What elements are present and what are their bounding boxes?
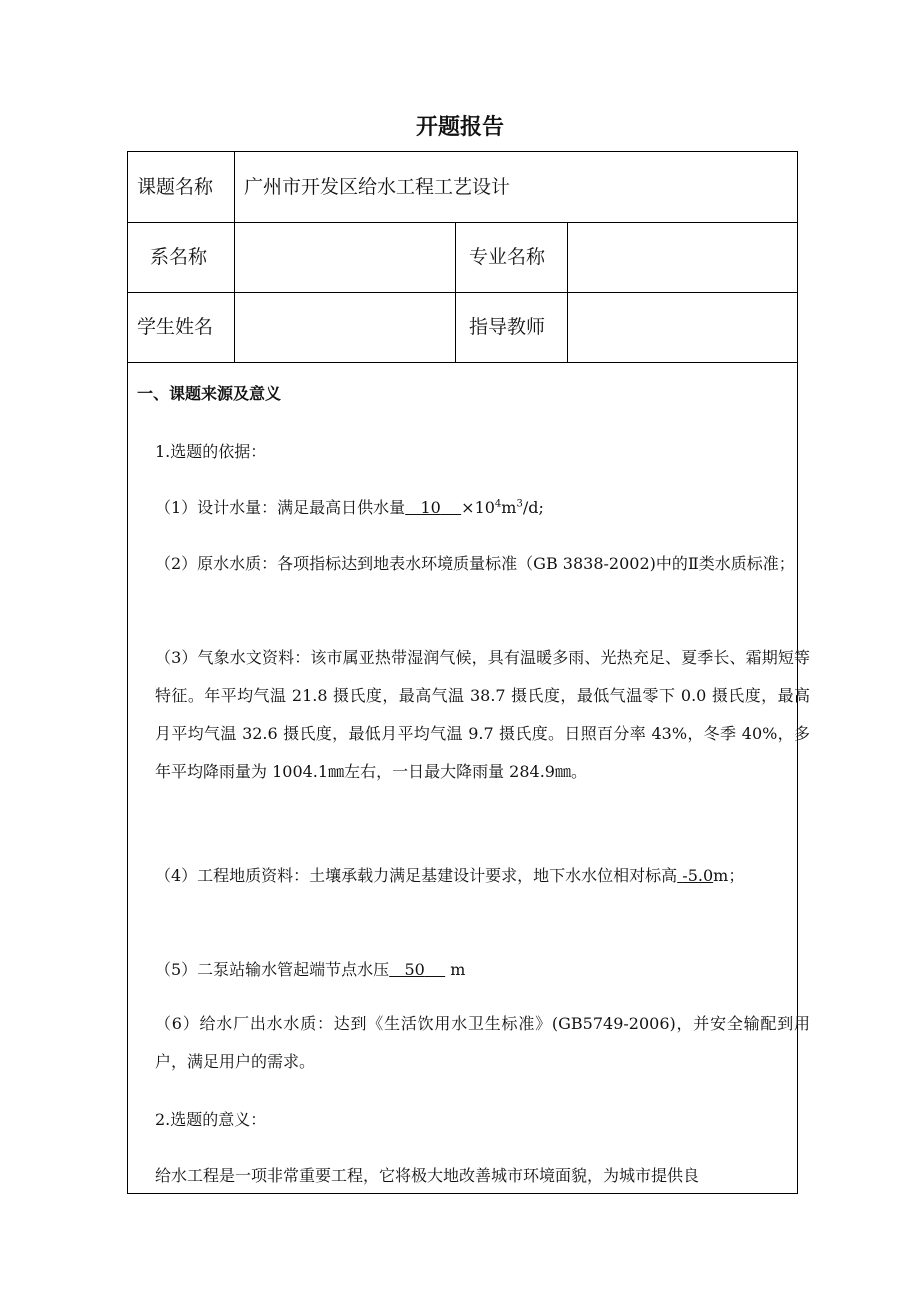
row-divider — [128, 362, 797, 363]
column-divider — [567, 222, 568, 362]
label-advisor: 指导教师 — [469, 316, 546, 338]
label-topic: 课题名称 — [137, 176, 214, 198]
label-department: 系名称 — [150, 246, 208, 268]
item5-value: 50 — [404, 960, 425, 979]
item-raw-water-quality: （2）原水水质：各项指标达到地表水环境质量标准（GB 3838-2002)中的Ⅱ类水质标准； — [155, 554, 795, 573]
item5-text: （5）二泵站输水管起端节点水压 — [155, 960, 390, 979]
item1-value: 10 — [420, 498, 441, 517]
item4-text: （4）工程地质资料：土壤承载力满足基建设计要求，地下水水位相对标高 — [155, 866, 678, 885]
item5-unit: m — [450, 960, 466, 979]
item1-unit: $\times 10^4m^3/d$; — [461, 498, 544, 517]
item4-value: -5.0 — [682, 866, 714, 885]
item-pump-pressure — [137, 951, 810, 989]
item-geology — [137, 857, 810, 895]
column-divider — [455, 222, 456, 362]
item-climate-hydrology: （3）气象水文资料：该市属亚热带湿润气候，具有温暖多雨、光热充足、夏季长、霜期短等特征。年平均气温 21.8 摄氏度，最高气温 38.7 摄氏度，最低气温零下 0.0 摄氏度，最高月平均气温 32.6 摄氏度，最低月平均气温 9.7 摄氏度。日照百分率 43%，冬季 40%，多年平均降雨量为 1004.1㎜左右，一日最大降雨量 284.9㎜。 — [155, 648, 810, 781]
basis-title: 1.选题的依据： — [155, 442, 267, 461]
item1-text: （1）设计水量：满足最高日供水量 — [155, 498, 406, 517]
label-student: 学生姓名 — [137, 316, 214, 338]
row-divider — [128, 292, 797, 293]
value-topic: 广州市开发区给水工程工艺设计 — [244, 176, 511, 198]
proposal-form — [127, 151, 810, 1194]
section-heading: 一、课题来源及意义 — [137, 384, 282, 403]
item-effluent-quality: （6）给水厂出水水质：达到《生活饮用水卫生标准》(GB5749-2006)，并安全输配到用户，满足用户的需求。 — [155, 1014, 810, 1071]
column-divider — [234, 152, 235, 362]
meaning-title: 2.选题的意义： — [155, 1110, 267, 1129]
item4-unit: m； — [713, 866, 745, 885]
meaning-text: 给水工程是一项非常重要工程，它将极大地改善城市环境面貌，为城市提供良 — [155, 1166, 700, 1185]
label-major: 专业名称 — [469, 246, 546, 268]
document-title: 开题报告 — [415, 115, 504, 140]
item-design-flow — [137, 489, 810, 527]
row-divider — [128, 222, 797, 223]
